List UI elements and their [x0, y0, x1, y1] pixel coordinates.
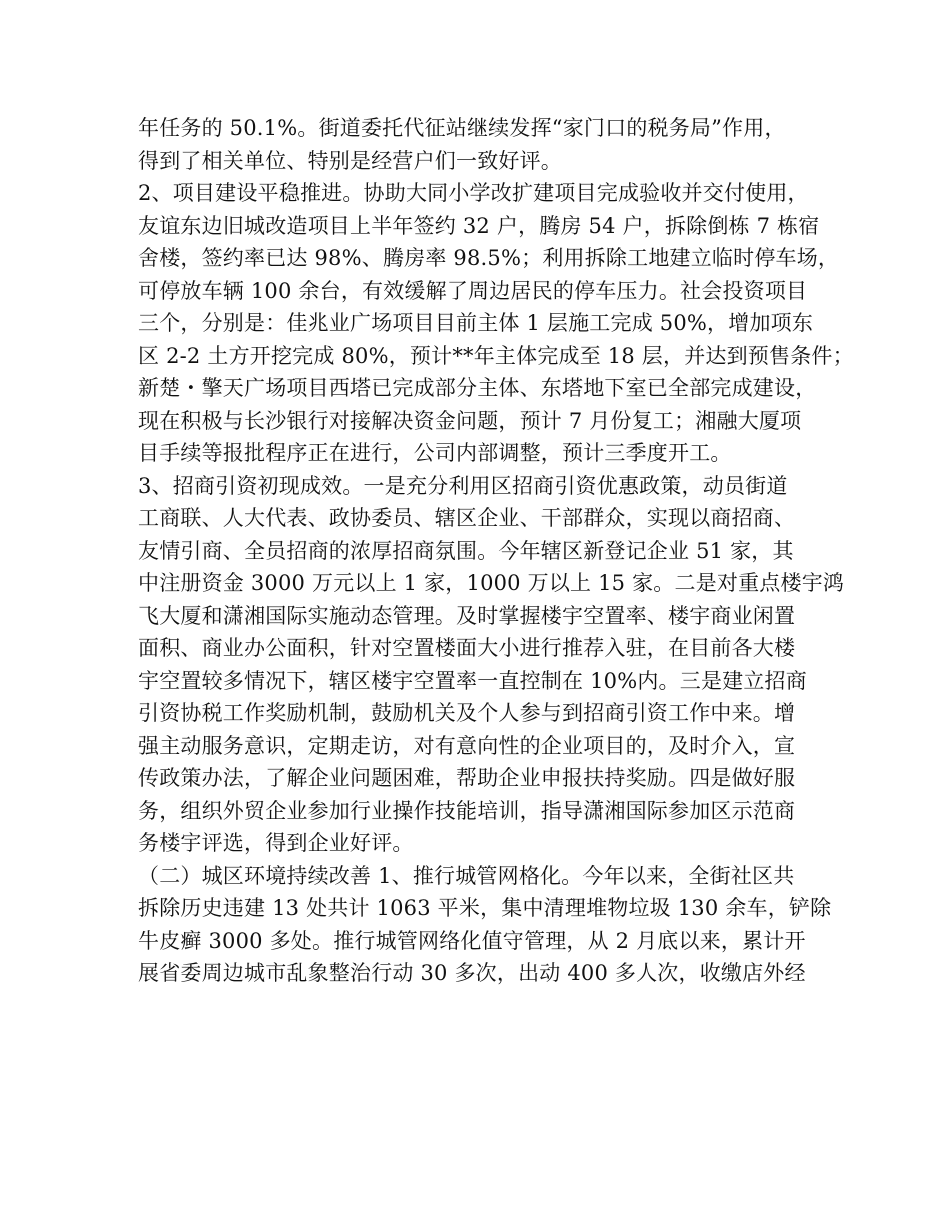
- text-line: 面积、商业办公面积，针对空置楼面大小进行推荐入驻，在目前各大楼: [138, 636, 796, 660]
- text-line: 三个，分别是：佳兆业广场项目目前主体 1 层施工完成 50%，增加项东: [138, 311, 814, 335]
- text-line: 得到了相关单位、特别是经营户们一致好评。: [138, 148, 562, 173]
- text-line: 务，组织外贸企业参加行业操作技能培训，指导潇湘国际参加区示范商: [138, 798, 796, 823]
- document-body: [138, 112, 854, 990]
- text-line: 年任务的 50.1%。街道委托代征站继续发挥“家门口的税务局”作用，: [138, 116, 786, 140]
- text-line: 宇空置较多情况下，辖区楼宇空置率一直控制在 10%内。三是建立招商: [138, 668, 807, 693]
- text-line: 工商联、人大代表、政协委员、辖区企业、干部群众，实现以商招商、: [138, 506, 796, 530]
- text-line: 新楚・擎天广场项目西塔已完成部分主体、东塔地下室已全部完成建设，: [138, 376, 817, 400]
- text-line: 中注册资金 3000 万元以上 1 家，1000 万以上 15 家。二是对重点楼宇鸿: [138, 571, 845, 595]
- text-line: 可停放车辆 100 余台，有效缓解了周边居民的停车压力。社会投资项目: [138, 278, 808, 303]
- text-line: 强主动服务意识，定期走访，对有意向性的企业项目的，及时介入，宣: [138, 733, 796, 758]
- text-line: 拆除历史违建 13 处共计 1063 平米，集中清理堆物垃圾 130 余车，铲除: [138, 896, 832, 920]
- text-line: 友谊东边旧城改造项目上半年签约 32 户，腾房 54 户，拆除倒栋 7 栋宿: [138, 213, 820, 238]
- text-line: 2、项目建设平稳推进。协助大同小学改扩建项目完成验收并交付使用，: [138, 181, 809, 205]
- text-line: 友情引商、全员招商的浓厚招商氛围。今年辖区新登记企业 51 家，其: [138, 538, 794, 563]
- text-line: 展省委周边城市乱象整治行动 30 多次，出动 400 多人次，收缴店外经: [138, 961, 806, 985]
- text-line: 现在积极与长沙银行对接解决资金问题，预计 7 月份复工；湘融大厦项: [138, 408, 802, 433]
- text-line: 3、招商引资初现成效。一是充分利用区招商引资优惠政策，动员街道: [138, 473, 788, 498]
- text-line: 引资协税工作奖励机制，鼓励机关及个人参与到招商引资工作中来。增: [138, 701, 796, 725]
- text-line: 牛皮癣 3000 多处。推行城管网络化值守管理，从 2 月底以来，累计开: [138, 928, 806, 953]
- text-line: 飞大厦和潇湘国际实施动态管理。及时掌握楼宇空置率、楼宇商业闲置: [138, 603, 796, 628]
- text-line: 目手续等报批程序正在进行，公司内部调整，预计三季度开工。: [138, 441, 732, 465]
- text-line: 传政策办法，了解企业问题困难，帮助企业申报扶持奖励。四是做好服: [138, 766, 796, 790]
- text-line: 务楼宇评选，得到企业好评。: [138, 831, 414, 855]
- text-line: 区 2-2 土方开挖完成 80%，预计**年主体完成至 18 层，并达到预售条件；: [138, 343, 854, 368]
- text-line: （二）城区环境持续改善 1、推行城管网格化。今年以来，全街社区共: [138, 863, 795, 888]
- text-line: 舍楼，签约率已达 98%、腾房率 98.5%；利用拆除工地建立临时停车场，: [138, 246, 840, 270]
